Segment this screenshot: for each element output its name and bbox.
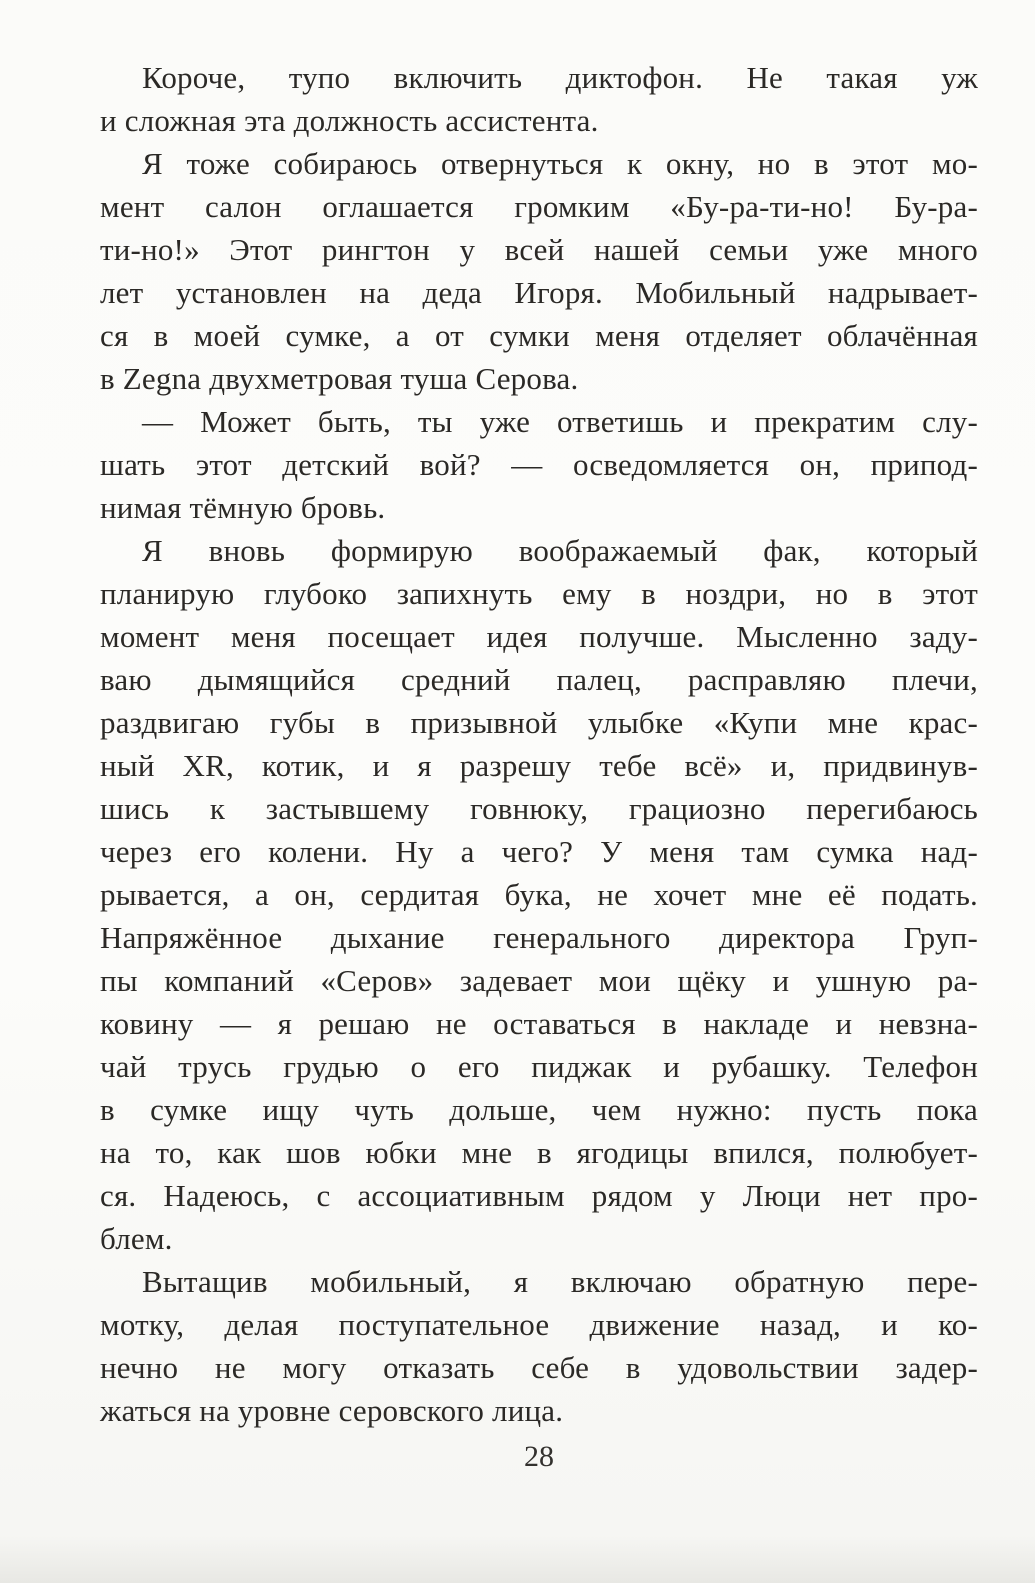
text-line: на то, как шов юбки мне в ягодицы впился, полюбует- xyxy=(100,1135,978,1170)
paragraph xyxy=(100,400,978,529)
text-line: через его колени. Ну а чего? У меня там сумка над- xyxy=(100,834,978,869)
text-line: ся. Надеюсь, с ассоциативным рядом у Люци нет про- xyxy=(100,1178,978,1213)
text-line: нимая тёмную бровь. xyxy=(100,490,386,525)
text-line: в Zegna двухметровая туша Серова. xyxy=(100,361,579,396)
text-line: Напряжённое дыхание генерального директора Груп- xyxy=(100,920,978,955)
text-line: мотку, делая поступательное движение назад, и ко- xyxy=(100,1307,978,1342)
text-line: — Может быть, ты уже ответишь и прекратим слу- xyxy=(142,404,978,439)
text-line: блем. xyxy=(100,1221,173,1256)
text-line: шись к застывшему говнюку, грациозно перегибаюсь xyxy=(100,791,978,826)
text-line: мент салон оглашается громким «Бу-ра-ти-но! Бу-ра- xyxy=(100,189,978,224)
paragraph xyxy=(100,56,978,142)
text-line: Вытащив мобильный, я включаю обратную пере- xyxy=(142,1264,978,1299)
text-line: чай трусь грудью о его пиджак и рубашку. Телефон xyxy=(100,1049,978,1084)
text-line: в сумке ищу чуть дольше, чем нужно: пусть пока xyxy=(100,1092,978,1127)
text-line: нечно не могу отказать себе в удовольствии задер- xyxy=(100,1350,978,1385)
paragraph xyxy=(100,529,978,1260)
text-block xyxy=(100,56,978,1432)
text-line: ный XR, котик, и я разрешу тебе всё» и, придвинув- xyxy=(100,748,978,783)
text-line: ковину — я решаю не оставаться в накладе и невзна- xyxy=(100,1006,978,1041)
text-line: Короче, тупо включить диктофон. Не такая уж xyxy=(142,60,978,95)
text-line: пы компаний «Серов» задевает мои щёку и ушную ра- xyxy=(100,963,978,998)
text-line: рывается, а он, сердитая бука, не хочет мне её подать. xyxy=(100,877,978,912)
text-line: планирую глубоко запихнуть ему в ноздри, но в этот xyxy=(100,576,978,611)
text-line: Я тоже собираюсь отвернуться к окну, но в этот мо- xyxy=(142,146,978,181)
text-line: жаться на уровне серовского лица. xyxy=(100,1393,564,1428)
text-line: шать этот детский вой? — осведомляется он, припод- xyxy=(100,447,978,482)
page-number: 28 xyxy=(524,1440,554,1473)
text-line: ваю дымящийся средний палец, расправляю плечи, xyxy=(100,662,978,697)
text-line: раздвигаю губы в призывной улыбке «Купи мне крас- xyxy=(100,705,978,740)
text-line: Я вновь формирую воображаемый фак, который xyxy=(142,533,978,568)
text-line: лет установлен на деда Игоря. Мобильный надрывает- xyxy=(100,275,978,310)
text-line: ся в моей сумке, а от сумки меня отделяет облачённая xyxy=(100,318,978,353)
text-line: ти-но!» Этот рингтон у всей нашей семьи уже много xyxy=(100,232,978,267)
text-line: и сложная эта должность ассистента. xyxy=(100,103,599,138)
paragraph xyxy=(100,142,978,400)
text-line: момент меня посещает идея получше. Мысленно заду- xyxy=(100,619,978,654)
paragraph xyxy=(100,1260,978,1432)
